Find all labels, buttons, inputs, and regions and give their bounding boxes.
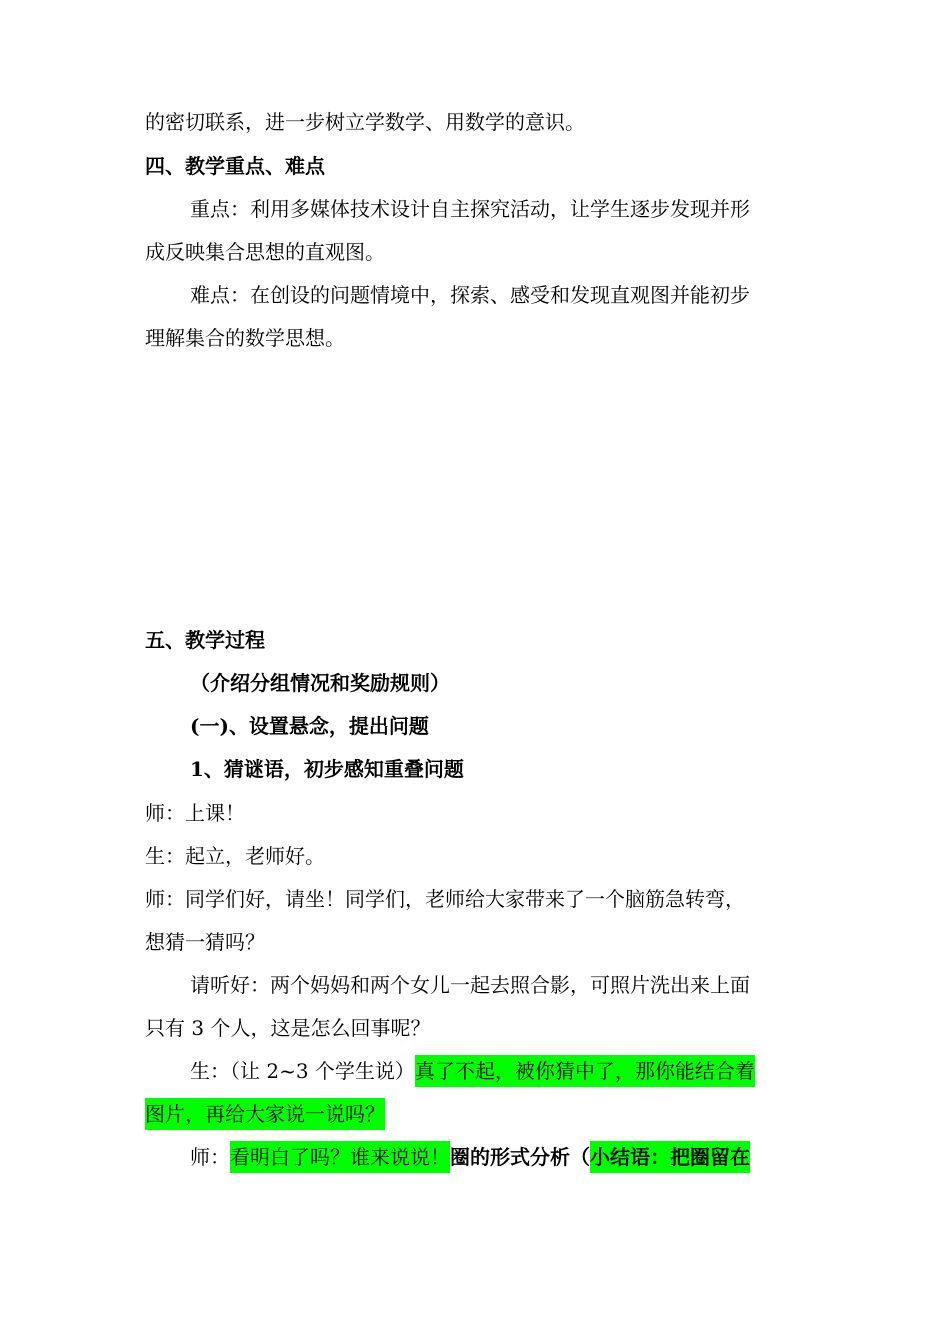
riddle-line-2: 只有 3 个人，这是怎么回事呢？ [145,1016,431,1040]
dialogue-teacher-3-prefix: 师： [190,1145,230,1169]
riddle-line-1: 请听好：两个妈妈和两个女儿一起去照合影，可照片洗出来上面 [190,973,750,997]
bold-text: 圈的形式分析（ [450,1145,590,1169]
dialogue-student-1: 生：起立，老师好。 [145,844,325,868]
dialogue-teacher-2-line-1: 师：同学们好，请坐！同学们，老师给大家带来了一个脑筋急转弯， [145,887,745,911]
dialogue-student-2-line-2 [145,1098,825,1130]
dialogue-student-2-prefix: 生：（让 2~3 个学生说） [190,1059,415,1083]
highlighted-text: 图片，再给大家说一说吗？ [145,1098,385,1130]
dialogue-teacher-3 [190,1141,825,1173]
section-heading-4: 四、教学重点、难点 [145,154,325,178]
subsection-heading-1: (一)、设置悬念，提出问题 [190,714,429,738]
difficulty-line-2: 理解集合的数学思想。 [145,326,345,350]
key-point-line-1: 重点：利用多媒体技术设计自主探究活动，让学生逐步发现并形 [190,197,750,221]
highlighted-text: 看明白了吗？谁来说说！ [230,1141,450,1173]
highlighted-text: 真了不起，被你猜中了，那你能结合着 [415,1055,755,1087]
intro-note: （介绍分组情况和奖励规则） [190,671,450,695]
dialogue-teacher-2-line-2: 想猜一猜吗？ [145,930,265,954]
key-point-line-2: 成反映集合思想的直观图。 [145,240,385,264]
paragraph-line: 的密切联系，进一步树立学数学、用数学的意识。 [145,110,585,134]
highlighted-bold-text: 小结语：把圈留在 [590,1141,750,1173]
subsection-item-1: 1、猜谜语，初步感知重叠问题 [190,757,464,781]
dialogue-student-2-line-1 [190,1055,825,1087]
section-heading-5: 五、教学过程 [145,628,265,652]
difficulty-line-1: 难点：在创设的问题情境中，探索、感受和发现直观图并能初步 [190,283,750,307]
dialogue-teacher-1: 师：上课！ [145,801,245,825]
